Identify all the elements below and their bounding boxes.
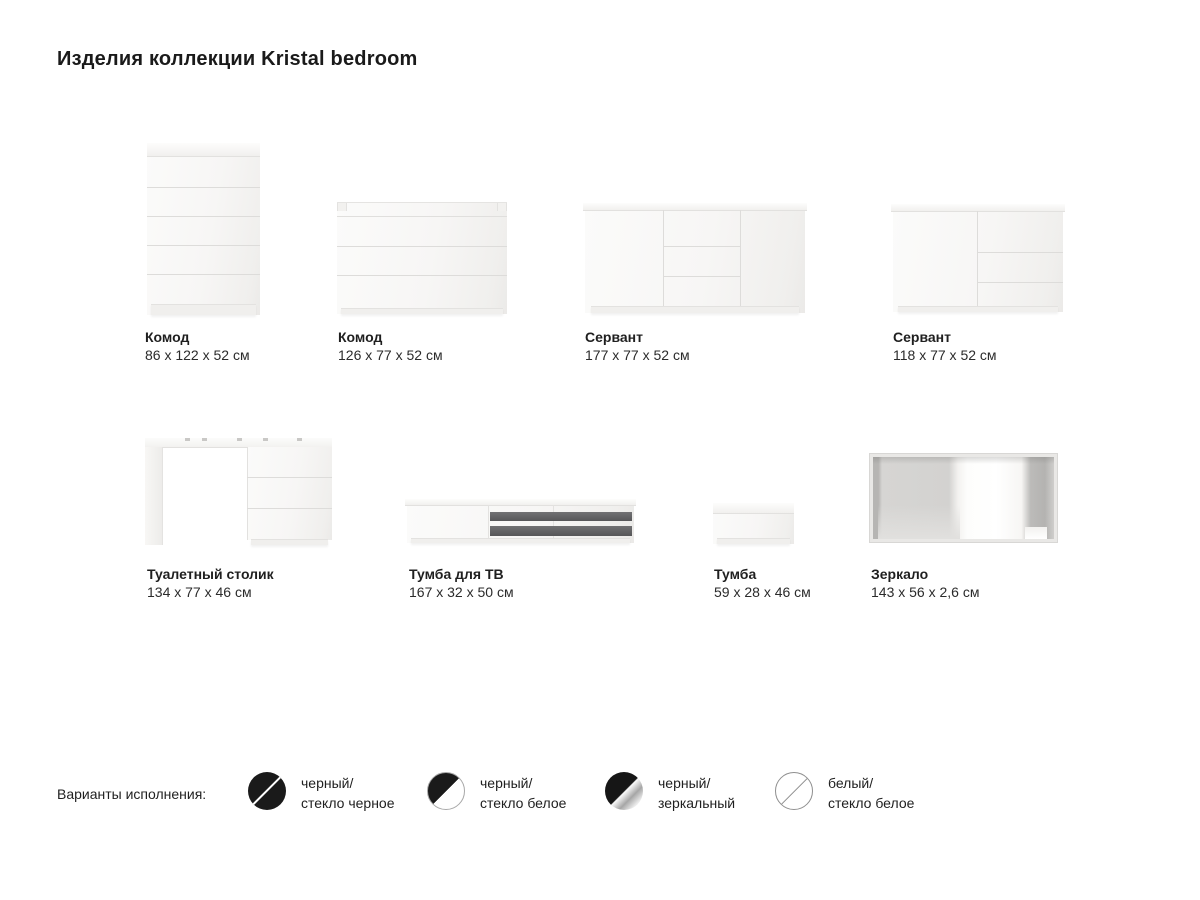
product-dimensions: 143 x 56 x 2,6 см [871, 584, 980, 600]
product-name: Комод [338, 329, 383, 345]
plinth [898, 306, 1058, 312]
product-image-nightstand [713, 503, 794, 544]
reflection-floor-right [1025, 527, 1047, 539]
table-leg-panel [145, 447, 163, 545]
hardware-mark [297, 438, 302, 441]
product-name: Туалетный столик [147, 566, 274, 582]
drawer-line [147, 245, 260, 246]
swatch-white-white-glass-icon [775, 772, 813, 810]
top-panel [405, 499, 636, 506]
drawer-line [147, 187, 260, 188]
plinth [717, 538, 790, 544]
open-shelf-slot [490, 512, 632, 521]
product-dimensions: 86 x 122 x 52 см [145, 347, 250, 363]
drawer-line [337, 246, 507, 247]
swatch-black-white-glass-icon [427, 772, 465, 810]
variant-line1: черный/ [301, 775, 354, 791]
product-image-tv-stand [407, 499, 634, 543]
product-dimensions: 177 x 77 x 52 см [585, 347, 690, 363]
variant-item [301, 773, 395, 813]
product-image-dressing-table [145, 438, 332, 545]
product-caption [871, 565, 1111, 601]
product-image-mirror [869, 453, 1058, 543]
swatch-diagonal-line [248, 772, 286, 810]
variant-line1: черный/ [658, 775, 711, 791]
mirror-reflection [873, 457, 1054, 539]
drawer-line [663, 246, 740, 247]
drawer-line [337, 275, 507, 276]
open-shelf-slot [490, 526, 632, 536]
drawer-line [977, 282, 1063, 283]
gallery-tab [497, 202, 507, 211]
plinth [591, 306, 799, 313]
drawer-line [663, 276, 740, 277]
drawer-line [247, 477, 332, 478]
product-dimensions: 134 x 77 x 46 см [147, 584, 252, 600]
drawer-edge [488, 505, 489, 540]
product-dimensions: 59 x 28 x 46 см [714, 584, 811, 600]
variant-item [658, 773, 735, 813]
top-panel [891, 204, 1065, 212]
reflection-ceiling-shadow [873, 457, 1054, 464]
plinth [341, 308, 503, 314]
product-caption [893, 328, 1133, 364]
gallery-rail [337, 202, 507, 203]
variant-line2: стекло белое [480, 795, 567, 811]
drawer-line [147, 216, 260, 217]
reflection-floor [878, 505, 959, 539]
swatch-black-black-glass-icon [248, 772, 286, 810]
page-title: Изделия коллекции Kristal bedroom [57, 48, 418, 70]
unit-edge [247, 447, 248, 540]
plinth [151, 304, 256, 315]
product-name: Комод [145, 329, 190, 345]
product-name: Сервант [893, 329, 951, 345]
top-panel [583, 203, 807, 211]
product-name: Тумба для ТВ [409, 566, 504, 582]
top-lid [713, 503, 794, 514]
plinth [251, 539, 328, 545]
hardware-mark [185, 438, 190, 441]
product-name: Тумба [714, 566, 757, 582]
gallery-tab [337, 202, 347, 211]
variant-line2: стекло белое [828, 795, 915, 811]
door-divider [740, 210, 741, 313]
product-caption [338, 328, 578, 364]
product-caption [409, 565, 649, 601]
hardware-mark [202, 438, 207, 441]
plinth [411, 538, 630, 543]
product-name: Сервант [585, 329, 643, 345]
drawer-line [247, 508, 332, 509]
product-dimensions: 167 x 32 x 50 см [409, 584, 514, 600]
swatch-black-mirror-icon [605, 772, 643, 810]
product-image-chest-tall [147, 143, 260, 315]
product-image-sideboard-small [893, 204, 1063, 312]
drawer-line [977, 252, 1063, 253]
variant-item [480, 773, 566, 813]
product-image-chest-wide [337, 202, 507, 314]
top-panel [147, 143, 260, 157]
hardware-mark [263, 438, 268, 441]
product-name: Зеркало [871, 566, 929, 582]
drawer-unit [247, 447, 332, 540]
swatch-diagonal-line [776, 773, 812, 809]
variant-line1: белый/ [828, 775, 874, 791]
product-dimensions: 118 x 77 x 52 см [893, 347, 997, 363]
product-dimensions: 126 x 77 x 52 см [338, 347, 443, 363]
variants-label: Варианты исполнения: [57, 786, 207, 802]
product-caption [585, 328, 825, 364]
variant-line2: зеркальный [658, 795, 736, 811]
product-caption [147, 565, 387, 601]
hardware-mark [237, 438, 242, 441]
product-image-sideboard-large [585, 203, 805, 313]
door-divider [977, 211, 978, 312]
variant-item [828, 773, 914, 813]
variant-line1: черный/ [480, 775, 533, 791]
top-surface-line [337, 216, 507, 217]
drawer-line [147, 274, 260, 275]
door-divider [663, 210, 664, 313]
variant-line2: стекло черное [301, 795, 395, 811]
